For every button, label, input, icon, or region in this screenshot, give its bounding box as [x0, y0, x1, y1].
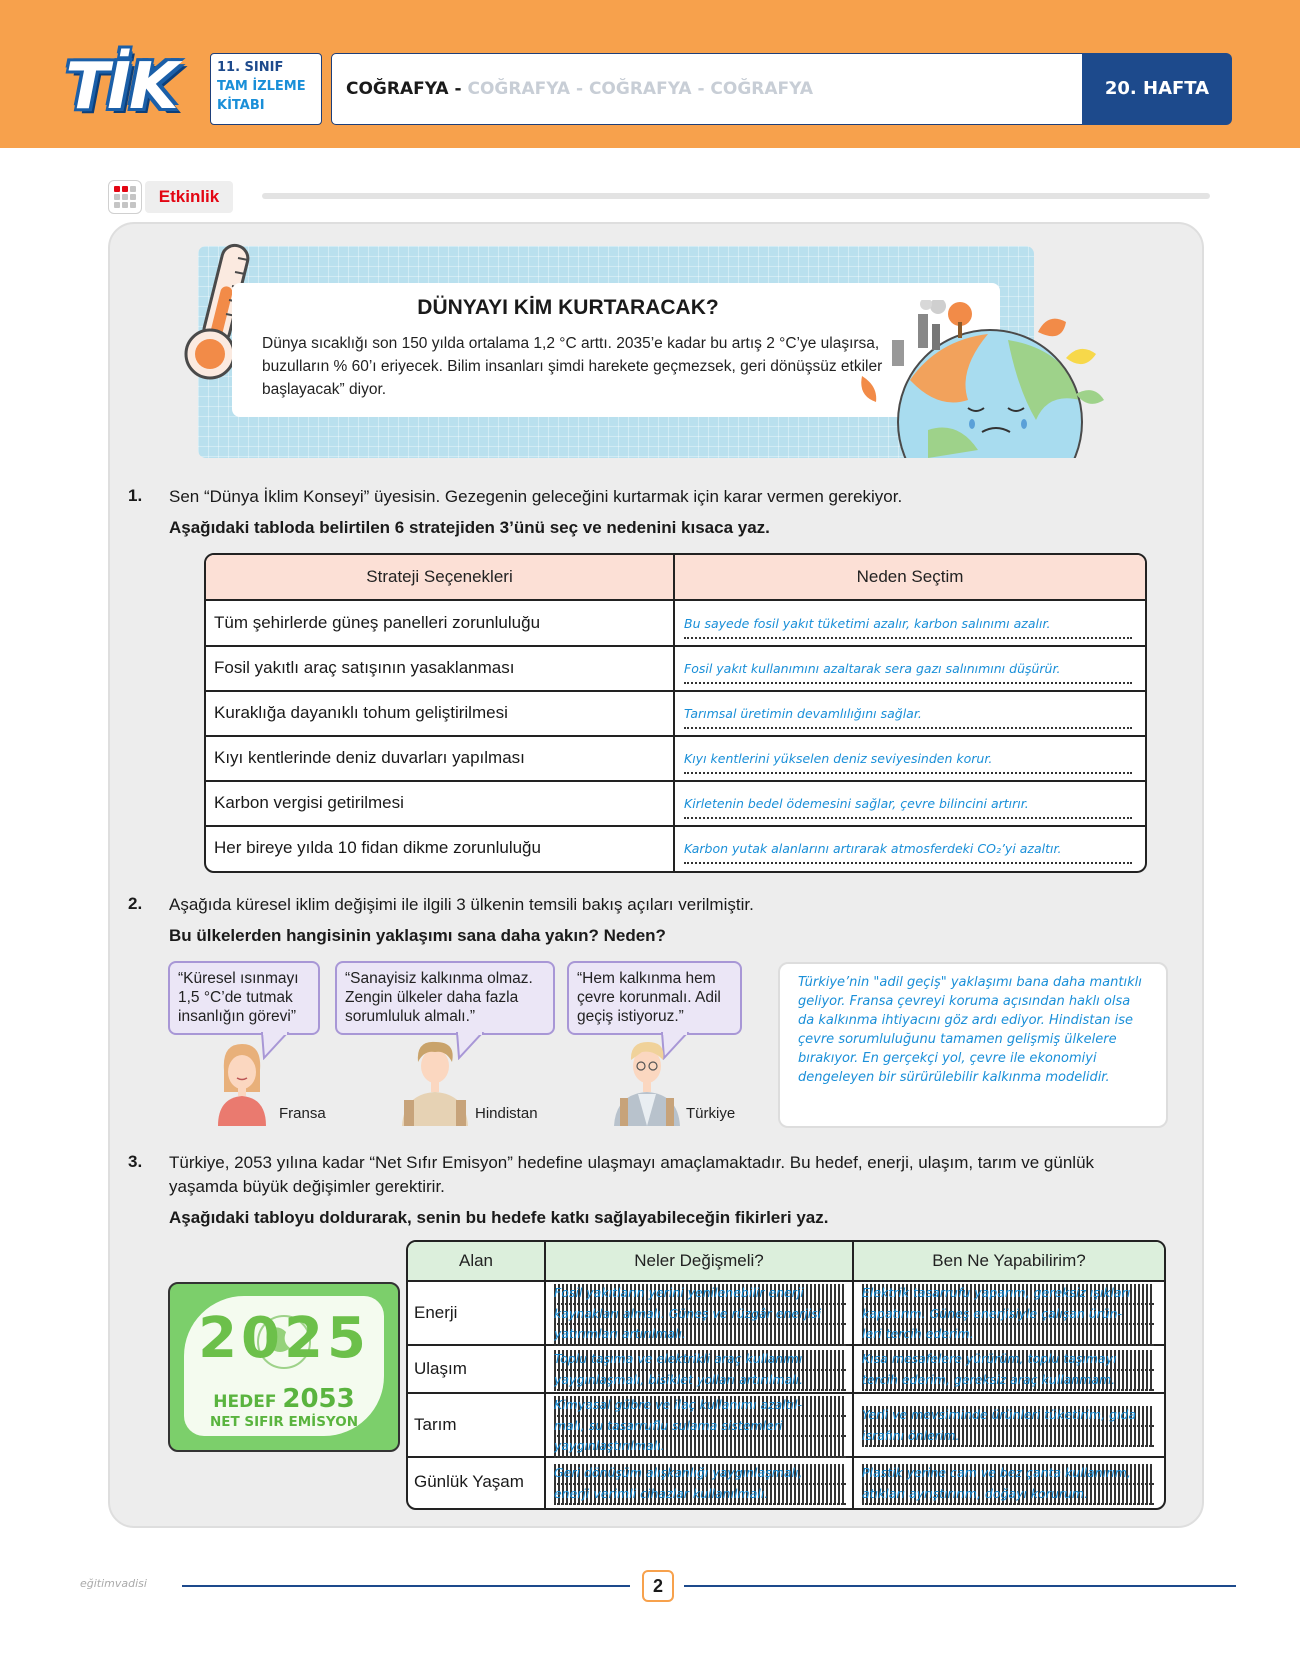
- column-divider: [673, 555, 675, 871]
- country-label-turkey: Türkiye: [686, 1105, 736, 1122]
- crying-earth-illustration: [848, 300, 1120, 460]
- card-goal: HEDEF 2053: [213, 1384, 355, 1414]
- book-type-line: TAM İZLEME: [217, 79, 306, 94]
- strategy-cell: Karbon vergisi getirilmesi: [214, 793, 404, 812]
- reason-answer[interactable]: Karbon yutak alanlarını artırarak atmosferdeki CO₂’yi azaltır.: [684, 838, 1132, 864]
- card-net-zero: NET SIFIR EMİSYON: [210, 1414, 358, 1430]
- column-divider: [852, 1242, 854, 1508]
- turkey-person-icon: [612, 1036, 682, 1126]
- question-3-text: Türkiye, 2053 yılına kadar “Net Sıfır Emisyon” hedefine ulaşmayı amaçlamaktadır. Bu hedef, enerji, ulaşım, tarım ve günlük yaşamda büyük değişimler gerektirir.: [169, 1153, 1095, 1196]
- strategy-cell: Tüm şehirlerde güneş panelleri zorunluluğu: [214, 613, 541, 632]
- net-zero-table: [406, 1240, 1166, 1510]
- header-area: Alan: [458, 1251, 494, 1270]
- table-row: [408, 1458, 1164, 1508]
- question-1-instruction: Aşağıdaki tabloda belirtilen 6 stratejiden 3’ünü seç ve nedenini kısaca yaz.: [169, 518, 770, 537]
- section-label: Etkinlik: [145, 181, 233, 213]
- table-row: [408, 1282, 1164, 1346]
- question-1-text: Sen “Dünya İklim Konseyi” üyesisin. Gezegenin geleceğini kurtarmak için karar vermen gerekiyor.: [169, 487, 903, 506]
- area-cell: Tarım: [414, 1415, 457, 1434]
- table-row: [206, 601, 1145, 647]
- table-row: [408, 1346, 1164, 1394]
- country-label-france: Fransa: [279, 1105, 326, 1122]
- strategy-cell: Her bireye yılda 10 fidan dikme zorunluluğu: [214, 838, 541, 857]
- table-row: [206, 646, 1145, 692]
- area-cell: Enerji: [414, 1303, 458, 1322]
- header-reason: Neden Seçtim: [856, 567, 964, 586]
- header-change: Neler Değişmeli?: [634, 1251, 764, 1270]
- tik-logo: TİK: [65, 50, 177, 124]
- speech-bubble-india: “Sanayisiz kalkınma olmaz. Zengin ülkeler daha fazla sorumluluk almalı.”: [335, 961, 555, 1035]
- subject-box: [331, 53, 1085, 125]
- answer-text: Türkiye’nin "adil geçiş" yaklaşımı bana daha mantıklı geliyor. Fransa çevreyi koruma açısından haklı olsa da kalkınma ihtiyacını göz ardı ediyor. Hindistan ise çevre sorumluluğunu tamamen gelişmiş ülkelere bırakıyor. En gerçekçi yol, çevre ile ekonomiyi dengeleyen bir sürürülebilir kalkınma modelidir.: [798, 975, 1142, 1085]
- strategy-cell: Kuraklığa dayanıklı tohum geliştirilmesi: [214, 703, 508, 722]
- card-year: 2025: [198, 1306, 370, 1371]
- book-type-line-2: KİTABI: [217, 98, 265, 113]
- area-cell: Ulaşım: [414, 1359, 467, 1378]
- column-divider: [544, 1242, 546, 1508]
- table-row: [408, 1394, 1164, 1458]
- change-answer[interactable]: Toplu taşıma ve elektrikli araç kullanımı yaygınlaşmalı, bisiklet yolları artırılmalı.: [554, 1350, 846, 1391]
- question-2-text: Aşağıda küresel iklim değişimi ile ilgili 3 ülkenin temsili bakış açıları verilmiştir.: [169, 895, 754, 914]
- reason-answer[interactable]: Bu sayede fosil yakıt tüketimi azalır, karbon salınımı azalır.: [684, 613, 1132, 639]
- me-answer[interactable]: Plastik yerine cam ve bez çanta kullanırım, atıkları ayrıştırırım, doğayı korurum.: [862, 1464, 1154, 1505]
- country-label-india: Hindistan: [475, 1105, 538, 1122]
- header-me: Ben Ne Yapabilirim?: [932, 1251, 1086, 1270]
- header-strategies: Strateji Seçenekleri: [366, 567, 513, 586]
- question-3-instruction: Aşağıdaki tabloyu doldurarak, senin bu hedefe katkı sağlayabileceğin fikirleri yaz.: [169, 1208, 829, 1227]
- reason-answer[interactable]: Kıyı kentlerini yükselen deniz seviyesinden korur.: [684, 748, 1132, 774]
- change-answer[interactable]: Fosil yakıtların yerini yenilenebilir enerji kaynakları almalı. Güneş ve rüzgâr enerjisi yatırımları artırılmalı.: [554, 1284, 846, 1346]
- strategy-cell: Kıyı kentlerinde deniz duvarları yapılması: [214, 748, 525, 767]
- footer-brand: eğitimvadisi: [80, 1577, 147, 1590]
- table-row: [206, 736, 1145, 782]
- speech-bubble-france: “Küresel ısınmayı 1,5 °C’de tutmak insanlığın görevi”: [168, 961, 320, 1035]
- footer-line-right: [684, 1585, 1236, 1587]
- table-row: [206, 826, 1145, 870]
- grid-icon: [108, 180, 142, 214]
- question-2-number: 2.: [128, 894, 143, 913]
- question-2-instruction: Bu ülkelerden hangisinin yaklaşımı sana daha yakın? Neden?: [169, 926, 666, 945]
- net-zero-table-header: [408, 1242, 1164, 1282]
- speech-bubble-turkey: “Hem kalkınma hem çevre korunmalı. Adil geçiş istiyoruz.”: [567, 961, 742, 1035]
- intro-text: Dünya sıcaklığı son 150 yılda ortalama 1,2 °C arttı. 2035’e kadar bu artış 2 °C’ye ulaşırsa, buzulların % 60’ı eriyecek. Bilim insanları şimdi harekete geçmezsek, geri dönüşsüz etkiler başlayacak” diyor.: [262, 335, 883, 398]
- me-answer[interactable]: Kısa mesafelere yürürüm, toplu taşımayı tercih ederim, gereksiz araç kullanmam.: [862, 1350, 1154, 1391]
- subject-repeat: COĞRAFYA - COĞRAFYA - COĞRAFYA: [461, 79, 814, 99]
- footer-line-left: [182, 1585, 630, 1587]
- change-answer[interactable]: Kimyasal gübre ve ilaç kullanımı azaltıl- malı, su tasarruflu sulama sistemleri yaygınlaştırılmalı.: [554, 1396, 846, 1458]
- change-answer[interactable]: Geri dönüşüm alışkanlığı yaygınlaşmalı, enerji verimli cihazlar kullanılmalı.: [554, 1464, 846, 1505]
- table-row: [206, 691, 1145, 737]
- strategy-table: [204, 553, 1147, 873]
- reason-answer[interactable]: Tarımsal üretimin devamlılığını sağlar.: [684, 703, 1132, 729]
- section-divider: [262, 193, 1210, 199]
- net-zero-card: [168, 1282, 400, 1452]
- intro-title: DÜNYAYI KİM KURTARACAK?: [417, 296, 719, 319]
- india-person-icon: [400, 1036, 470, 1126]
- week-label: 20. HAFTA: [1082, 53, 1232, 125]
- grade-box: [210, 53, 322, 125]
- me-answer[interactable]: Elektrik tasarrufu yaparım, gereksiz ışıkları kapatırım. Güneş enerjisiyle çalışan ürün- leri tercih ederim.: [862, 1284, 1154, 1346]
- strategy-cell: Fosil yakıtlı araç satışının yasaklanması: [214, 658, 515, 677]
- question-1-number: 1.: [128, 486, 143, 505]
- me-answer[interactable]: Yerli ve mevsiminde ürünleri tüketirim, gıda israfını önlerim.: [862, 1406, 1154, 1447]
- table-row: [206, 781, 1145, 827]
- reason-answer[interactable]: Kirletenin bedel ödemesini sağlar, çevre bilincini artırır.: [684, 793, 1132, 819]
- area-cell: Günlük Yaşam: [414, 1472, 524, 1491]
- subject-title: COĞRAFYA -: [346, 79, 462, 99]
- question-3-number: 3.: [128, 1152, 143, 1171]
- reason-answer[interactable]: Fosil yakıt kullanımını azaltarak sera gazı salınımını düşürür.: [684, 658, 1132, 684]
- france-person-icon: [210, 1040, 274, 1126]
- grade-line: 11. SINIF: [217, 60, 284, 75]
- strategy-table-header: [206, 555, 1145, 601]
- page-number: 2: [642, 1570, 674, 1602]
